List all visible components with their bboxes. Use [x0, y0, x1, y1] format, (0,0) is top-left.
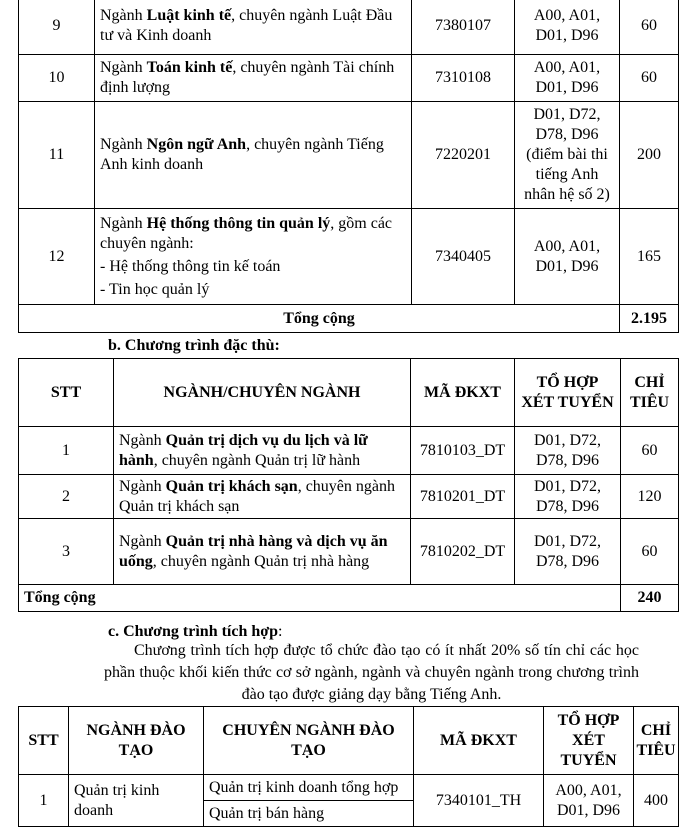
- major-suffix: , chuyên ngành Quản trị lữ hành: [153, 451, 361, 469]
- row-stt: 11: [19, 102, 95, 209]
- row-combos: [515, 519, 621, 585]
- table-row: [19, 209, 679, 305]
- c-stt: 1: [19, 775, 69, 827]
- major-name: Quản trị khách sạn: [165, 477, 298, 495]
- header-quota: CHỈ TIÊU: [621, 359, 679, 427]
- c-spec-2: Quản trị bán hàng: [204, 801, 414, 827]
- combo-line: D01, D96: [535, 79, 599, 96]
- total-label: Tổng cộng: [19, 305, 620, 333]
- c-quota: 400: [634, 775, 679, 827]
- row-quota: 200: [620, 102, 679, 209]
- row-quota: 60: [620, 0, 679, 55]
- row-quota: 60: [620, 55, 679, 102]
- combo-line: A00, A01,: [533, 6, 601, 24]
- table-row: [19, 55, 679, 102]
- combo-line: D78, D96: [535, 451, 600, 469]
- c-header-combo: TỔ HỢP XÉT TUYỂN: [544, 707, 634, 775]
- c-combo-line-2: D01, D96: [556, 801, 621, 819]
- major-suffix: , chuyên ngành Quản trị nhà hàng: [152, 552, 370, 570]
- major-prefix: Ngành: [100, 136, 147, 153]
- row-code: 7380107: [412, 0, 515, 55]
- section-c-paragraph: Chương trình tích hợp được tổ chức đào tạo có ít nhất 20% số tín chỉ các học phần thuộc khối kiến thức cơ sở ngành, ngành và chuyên ngành trong chương trình đào tạo được giảng dạy bằng Tiếng Anh.: [104, 642, 639, 703]
- row-code: 7220201: [412, 102, 515, 209]
- row-combos: [515, 475, 621, 519]
- total-label: Tổng cộng: [19, 585, 621, 612]
- row-major: [95, 209, 412, 305]
- total-value: 2.195: [620, 305, 679, 333]
- combo-line: D78, D96: [535, 552, 600, 570]
- row-combos: [515, 55, 620, 102]
- row-combos: [515, 209, 620, 305]
- table-a: [18, 0, 679, 333]
- c-header-major: NGÀNH ĐÀO TẠO: [69, 707, 204, 775]
- c-combo: [544, 775, 634, 827]
- combo-line: tiếng Anh: [535, 166, 599, 183]
- c-code: 7340101_TH: [414, 775, 544, 827]
- major-name: Ngôn ngữ Anh: [146, 136, 247, 153]
- row-major: [114, 475, 411, 519]
- table-row: [19, 475, 679, 519]
- row-quota: 120: [621, 475, 679, 519]
- table-row: [19, 0, 679, 55]
- row-code: 7810202_DT: [411, 519, 515, 585]
- combo-line: nhân hệ số 2): [524, 186, 610, 203]
- major-prefix: Ngành: [119, 477, 166, 495]
- section-c-heading-text: c. Chương trình tích hợp: [108, 623, 279, 640]
- combo-line: D01, D96: [535, 257, 599, 275]
- row-major: [114, 519, 411, 585]
- major-prefix: Ngành: [119, 532, 166, 550]
- row-code: 7310108: [412, 55, 515, 102]
- combo-line: D01, D72,: [533, 431, 602, 449]
- row-code: 7810201_DT: [411, 475, 515, 519]
- major-name: Luật kinh tế: [146, 6, 232, 24]
- total-value: 240: [621, 585, 679, 612]
- total-row: [19, 305, 679, 333]
- major-name: Quản trị dịch vụ du lịch và lữ hành: [119, 431, 368, 469]
- row-quota: 165: [620, 209, 679, 305]
- section-b-heading: b. Chương trình đặc thù:: [108, 337, 280, 354]
- row-code: 7340405: [412, 209, 515, 305]
- major-name: Quản trị nhà hàng và dịch vụ ăn uống: [119, 532, 388, 570]
- row-quota: 60: [621, 519, 679, 585]
- row-stt: 1: [19, 427, 114, 475]
- major-sub-item: - Tin học quản lý: [100, 280, 210, 298]
- total-row: [19, 585, 679, 612]
- major-prefix: Ngành: [100, 6, 147, 24]
- combo-line: D78, D96: [535, 126, 599, 143]
- major-suffix: , chuyên ngành Tiếng Anh kinh doanh: [100, 136, 384, 173]
- c-header-quota: CHỈ TIÊU: [634, 707, 679, 775]
- header-code: MÃ ĐKXT: [411, 359, 515, 427]
- major-suffix: , chuyên ngành Luật Đầu tư và Kinh doanh: [100, 6, 393, 44]
- combo-line: (điểm bài thi: [526, 146, 608, 163]
- row-major: [95, 102, 412, 209]
- combo-line: D01, D72,: [533, 477, 602, 495]
- combo-line: D78, D96: [535, 497, 600, 515]
- section-c-heading: [108, 622, 282, 642]
- header-major: NGÀNH/CHUYÊN NGÀNH: [114, 359, 411, 427]
- table-row: [19, 775, 679, 801]
- combo-line: D01, D72,: [533, 106, 601, 123]
- major-prefix: Ngành: [100, 214, 147, 232]
- major-name: Toán kinh tế: [146, 59, 233, 76]
- major-prefix: Ngành: [100, 59, 147, 76]
- major-name: Hệ thống thông tin quản lý: [146, 214, 331, 232]
- combo-line: D01, D96: [535, 26, 599, 44]
- row-combos: [515, 102, 620, 209]
- row-quota: 60: [621, 427, 679, 475]
- combo-line: A00, A01,: [533, 237, 601, 255]
- row-stt: 10: [19, 55, 95, 102]
- row-major: [95, 55, 412, 102]
- section-c-heading-colon: :: [278, 623, 283, 640]
- major-prefix: Ngành: [119, 431, 166, 449]
- major-sub-item: - Hệ thống thông tin kế toán: [100, 257, 281, 275]
- table-row: [19, 102, 679, 209]
- row-stt: 2: [19, 475, 114, 519]
- c-major: Quản trị kinh doanh: [69, 775, 204, 827]
- table-c: [18, 706, 679, 827]
- row-combos: [515, 0, 620, 55]
- c-combo-line-1: A00, A01,: [555, 781, 622, 799]
- table-b: [18, 358, 679, 612]
- row-combos: [515, 427, 621, 475]
- row-stt: 9: [19, 0, 95, 55]
- table-row: [19, 519, 679, 585]
- major-suffix: , gồm các chuyên ngành:: [100, 214, 393, 252]
- header-stt: STT: [19, 359, 114, 427]
- row-code: 7810103_DT: [411, 427, 515, 475]
- table-row: [19, 427, 679, 475]
- major-suffix: , chuyên ngành Quản trị khách sạn: [119, 477, 396, 515]
- c-header-code: MÃ ĐKXT: [414, 707, 544, 775]
- row-stt: 12: [19, 209, 95, 305]
- row-major: [114, 427, 411, 475]
- row-major: [95, 0, 412, 55]
- c-header-spec: CHUYÊN NGÀNH ĐÀO TẠO: [204, 707, 414, 775]
- c-spec-1: Quản trị kinh doanh tổng hợp: [204, 775, 414, 801]
- combo-line: D01, D72,: [533, 532, 602, 550]
- combo-line: A00, A01,: [533, 59, 601, 76]
- major-suffix: , chuyên ngành Tài chính định lượng: [100, 59, 395, 96]
- c-header-stt: STT: [19, 707, 69, 775]
- row-stt: 3: [19, 519, 114, 585]
- header-combo: TỔ HỢP XÉT TUYỂN: [515, 359, 621, 427]
